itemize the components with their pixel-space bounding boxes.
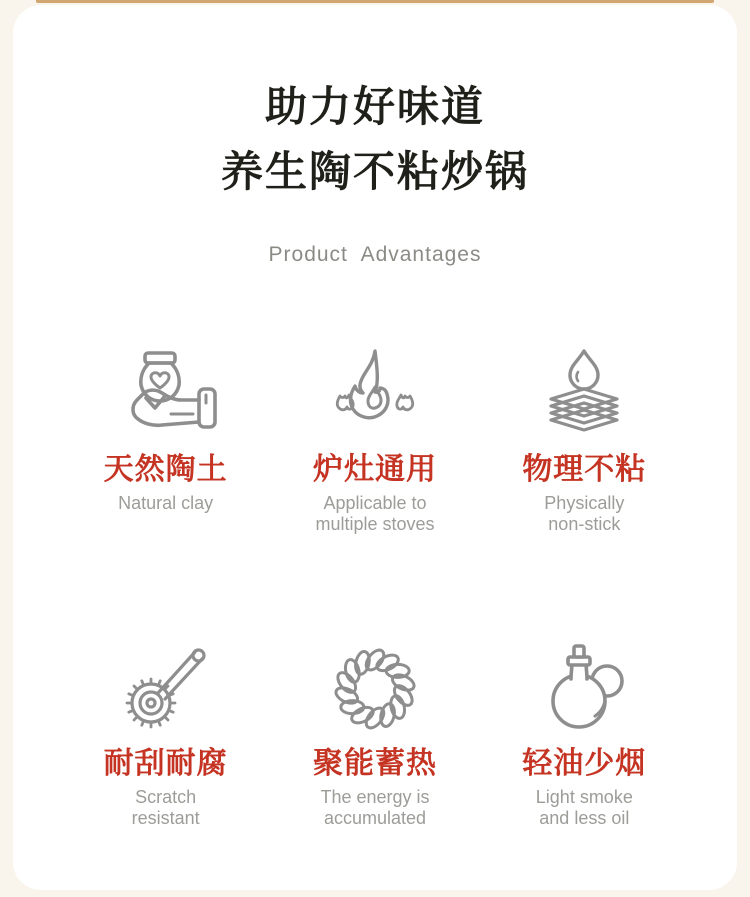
feature-scratch-resistant	[61, 637, 270, 829]
feature-title: 耐刮耐腐	[103, 747, 228, 780]
drop-on-layers-icon	[528, 343, 640, 445]
feature-title: 物理不粘	[522, 453, 647, 486]
features-grid	[13, 343, 737, 829]
heating-coil-icon	[319, 637, 431, 739]
product-advantages-panel	[13, 5, 737, 890]
feature-subtitle-en: Applicable to multiple stoves	[315, 493, 435, 534]
feature-subtitle-en: Natural clay	[118, 493, 214, 513]
oil-bottle-icon	[528, 637, 640, 739]
feature-subtitle-en: The energy is accumulated	[320, 787, 430, 828]
tracing-wheel-icon	[110, 637, 222, 739]
feature-heat-storage	[270, 637, 479, 829]
page-title	[13, 74, 737, 204]
feature-physical-nonstick	[480, 343, 689, 535]
page-subtitle: Product Advantages	[268, 243, 482, 266]
feature-subtitle-en: Scratch resistant	[131, 787, 200, 828]
feature-subtitle-en: Physically non-stick	[544, 493, 625, 534]
clay-in-hand-icon	[110, 343, 222, 445]
feature-title: 炉灶通用	[312, 453, 437, 486]
page-title-line2: 养生陶不粘炒锅	[220, 148, 529, 195]
feature-multi-stove	[270, 343, 479, 535]
page-title-line1: 助力好味道	[264, 83, 485, 130]
feature-less-oil-smoke	[480, 637, 689, 829]
feature-natural-clay	[61, 343, 270, 535]
feature-subtitle-en: Light smoke and less oil	[535, 787, 633, 828]
feature-title: 天然陶土	[103, 453, 228, 486]
feature-title: 聚能蓄热	[312, 747, 437, 780]
feature-title: 轻油少烟	[522, 747, 647, 780]
flame-icon	[319, 343, 431, 445]
top-gold-divider	[36, 0, 714, 3]
